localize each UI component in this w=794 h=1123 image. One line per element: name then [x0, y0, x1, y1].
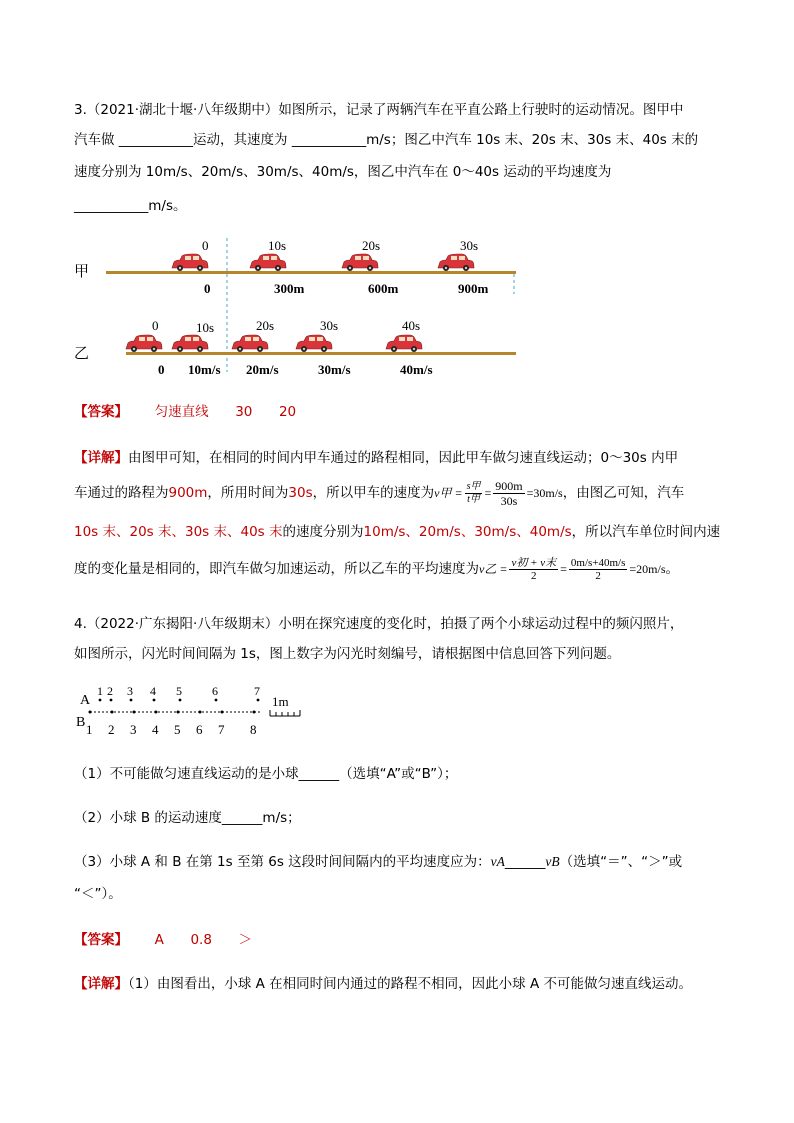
q3-detail-30s: 30s	[288, 485, 313, 501]
a-dot-4	[153, 699, 156, 702]
q4-detail-line1	[74, 974, 692, 994]
b-dot-1	[89, 711, 92, 714]
q3-text-line4: ___________m/s。	[74, 198, 187, 214]
q4-strobe-figure	[76, 682, 316, 740]
eq-sign-2: =	[560, 562, 567, 576]
a-num-4: 4	[150, 684, 156, 698]
den-2b: 2	[595, 569, 601, 582]
q4-sub3-line2: “＜”）。	[74, 886, 122, 902]
q3-answer-tag: 【答案】	[74, 404, 128, 420]
yi-speed-40: 40m/s	[400, 362, 433, 377]
yi-time-0: 0	[152, 318, 159, 333]
t-jia: t甲	[467, 493, 480, 505]
jia-road	[106, 271, 516, 274]
q3-detail-speeds: 10m/s、20m/s、30m/s、40m/s	[363, 524, 572, 540]
b-dot-4	[155, 711, 158, 714]
040-over-2-fraction	[569, 557, 628, 582]
v-yi-symbol: v乙 =	[479, 562, 508, 576]
v-jia-symbol: v甲 =	[434, 486, 463, 500]
yi-car-0	[126, 335, 162, 352]
yi-speed-0: 0	[158, 362, 165, 377]
b-num-1: 1	[86, 722, 93, 737]
b-num-5: 5	[174, 722, 181, 737]
jia-time-10s: 10s	[268, 238, 287, 253]
q3-detail-line1	[74, 448, 678, 468]
q4-detail-tag: 【详解】	[74, 976, 128, 992]
jia-time-20s: 20s	[362, 238, 381, 253]
v-b-symbol: vB	[545, 854, 560, 869]
scale-label: 1m	[272, 694, 289, 709]
q4-sub2: （2）小球 B 的运动速度______m/s；	[74, 810, 301, 826]
q3-detail-text2e: ，所以甲车的速度为	[312, 485, 435, 501]
s-over-t-fraction	[465, 481, 483, 506]
q3-answer-1: 匀速直线	[154, 404, 209, 420]
q3-end-period: 。	[665, 561, 680, 577]
v-a-symbol: vA	[490, 854, 505, 869]
q3-text-line2: 汽车做 ___________运动，其速度为 ___________m/s；图乙中汽车 10s 末、20s 末、30s 末、40s 末的	[74, 132, 699, 148]
vsum-over-2-fraction	[509, 557, 558, 582]
a-dot-2	[110, 699, 113, 702]
a-num-6: 6	[212, 684, 218, 698]
a-num-1: 1	[97, 684, 103, 698]
a-dot-3	[130, 699, 133, 702]
q4-sub3-blank: ______	[504, 854, 546, 870]
ball-a-label: A	[80, 693, 91, 708]
yi-time-30s: 30s	[320, 318, 339, 333]
b-dot-3	[133, 711, 136, 714]
yi-road	[126, 352, 516, 355]
b-dot-7	[221, 711, 224, 714]
q4-sub3-line1	[74, 852, 682, 872]
b-dot-8	[253, 711, 256, 714]
yi-time-20s: 20s	[256, 318, 275, 333]
a-dot-5	[179, 699, 182, 702]
a-dot-7	[257, 699, 260, 702]
q3-motion-figure	[70, 232, 530, 382]
q3-detail-text2a: 车通过的路程为	[74, 485, 169, 501]
a-num-2: 2	[107, 684, 113, 698]
a-dot-1	[99, 699, 102, 702]
q3-detail-text1: 由图甲可知，在相同的时间内甲车通过的路程相同，因此甲车做匀速直线运动；0～30s 内甲	[128, 450, 679, 466]
q3-detail-line3	[74, 522, 720, 542]
num-040: 0m/s+40m/s	[570, 556, 626, 569]
b-num-7: 7	[218, 722, 225, 737]
q4-answer-row	[74, 930, 252, 950]
q4-sub3-text: （3）小球 A 和 B 在第 1s 至第 6s 这段时间间隔内的平均速度应为：	[74, 854, 491, 870]
q4-answer-2: 0.8	[190, 932, 212, 948]
den-2a: 2	[531, 569, 537, 582]
yi-car-40s	[386, 335, 422, 352]
jia-time-30s: 30s	[460, 238, 479, 253]
yi-car-30s	[296, 335, 332, 352]
q3-text-line1: 3.（2021·湖北十堰·八年级期中）如图所示，记录了两辆汽车在平直公路上行驶时的运动情况。图甲中	[74, 102, 684, 118]
yi-time-40s: 40s	[402, 318, 421, 333]
q3-answer-3: 20	[278, 404, 297, 420]
jia-dist-600m: 600m	[368, 281, 399, 296]
b-dot-2	[111, 711, 114, 714]
q3-detail-text2f: ，由图乙可知，汽车	[562, 485, 685, 501]
q3-detail-times: 10s 末、20s 末、30s 末、40s 末	[74, 524, 283, 540]
q4-sub3-choice: （选填“＝”、“＞”或	[559, 854, 683, 870]
b-num-4: 4	[152, 722, 159, 737]
q4-sub1: （1）不可能做匀速直线运动的是小球______（选填“A”或“B”）；	[74, 766, 458, 782]
a-num-5: 5	[176, 684, 182, 698]
q3-detail-900m: 900m	[168, 485, 208, 501]
scale-ruler	[270, 710, 300, 716]
yi-car-20s	[232, 335, 268, 352]
jia-car-20s	[342, 254, 378, 271]
q3-detail-text4a: 度的变化量是相同的，即汽车做匀加速运动，所以乙车的平均速度为	[74, 561, 479, 577]
a-num-3: 3	[127, 684, 133, 698]
num-vsum: v初 + v末	[511, 556, 557, 569]
yi-time-10s: 10s	[196, 320, 215, 335]
result-20: =20m/s	[629, 562, 666, 576]
q3-answer-row	[74, 402, 296, 422]
q4-answer-1: A	[154, 932, 164, 948]
num-900m: 900m	[495, 478, 523, 493]
q3-detail-text3d: ，所以汽车单位时间内速	[571, 524, 721, 540]
den-30s: 30s	[500, 493, 518, 508]
b-num-8: 8	[250, 722, 257, 737]
jia-dist-300m: 300m	[274, 281, 305, 296]
q4-detail-text: （1）由图看出，小球 A 在相同时间内通过的路程不相同，因此小球 A 不可能做匀速直线运动。	[128, 976, 692, 992]
jia-label: 甲	[74, 264, 90, 280]
yi-speed-10: 10m/s	[188, 362, 221, 377]
jia-car-10s	[250, 254, 286, 271]
b-dot-5	[177, 711, 180, 714]
q4-answer-3: ＞	[238, 932, 253, 948]
yi-speed-20: 20m/s	[246, 362, 279, 377]
q3-text-line3: 速度分别为 10m/s、20m/s、30m/s、40m/s，图乙中汽车在 0～40s 运动的平均速度为	[74, 164, 612, 180]
q3-detail-text3b: 的速度分别为	[282, 524, 364, 540]
jia-dist-900m: 900m	[458, 281, 489, 296]
a-dot-6	[215, 699, 218, 702]
ball-b-label: B	[76, 715, 86, 730]
a-num-7: 7	[254, 684, 260, 698]
eq-sign-1: =	[484, 486, 492, 500]
q4-text-line2: 如图所示，闪光时间间隔为 1s，图上数字为闪光时刻编号，请根据图中信息回答下列问题。	[74, 646, 621, 662]
yi-speed-30: 30m/s	[318, 362, 351, 377]
s-jia: s甲	[466, 480, 481, 492]
b-num-3: 3	[130, 722, 137, 737]
q4-answer-tag: 【答案】	[74, 932, 128, 948]
jia-dist-0: 0	[204, 281, 211, 296]
q3-detail-text2c: ，所用时间为	[207, 485, 289, 501]
900-over-30-fraction	[493, 479, 524, 508]
q3-detail-line2	[74, 478, 684, 508]
q3-answer-2: 30	[235, 404, 253, 420]
jia-car-0	[172, 254, 208, 271]
b-num-2: 2	[108, 722, 115, 737]
jia-car-30s	[438, 254, 474, 271]
jia-time-0: 0	[202, 238, 209, 253]
q3-detail-tag: 【详解】	[74, 450, 128, 466]
b-dot-6	[199, 711, 202, 714]
q4-text-line1: 4.（2022·广东揭阳·八年级期末）小明在探究速度的变化时，拍摄了两个小球运动过程中的频闪照片，	[74, 616, 684, 632]
yi-car-10s	[172, 335, 208, 352]
yi-label: 乙	[74, 346, 90, 362]
result-30: =30m/s	[526, 486, 563, 500]
b-num-6: 6	[196, 722, 203, 737]
q3-detail-line4	[74, 552, 679, 586]
